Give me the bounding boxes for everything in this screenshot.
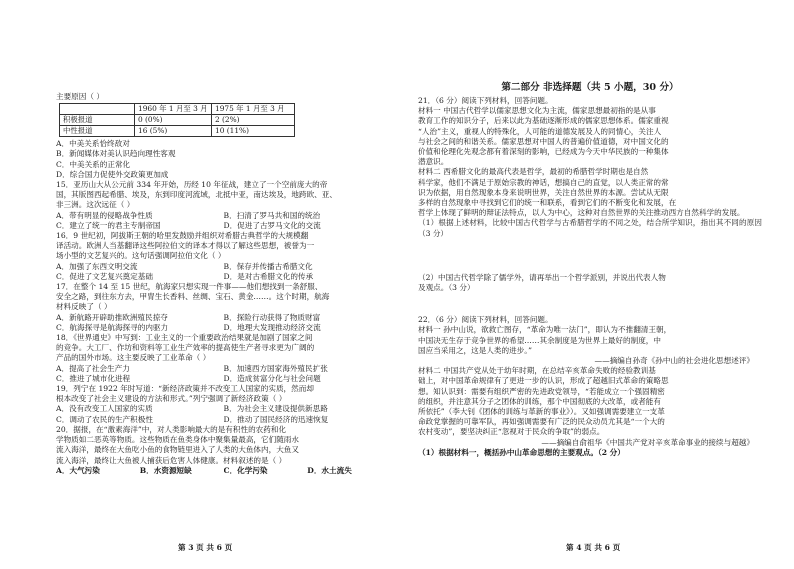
q22-material-line: 材料一 孙中山说，欲救亡图存，“革命为唯一法门”，即认为不推翻清王朝，: [418, 325, 672, 335]
q16-options: [56, 262, 391, 282]
q16-line: 场小型的文艺复兴的。这句话强调阿拉伯文化（ ）: [56, 251, 226, 261]
q22-material-line: 所依托”（李大钊《团体的训练与革新的事业》）。又如强调需要建立一支革: [418, 407, 665, 417]
page-footer-right: 第 4 页 共 6 页: [566, 543, 621, 552]
q15-options: [56, 211, 391, 231]
q22-material-line: 础上，对中国革命规律有了更进一步的认识，形成了超越旧式革命的策略思: [418, 376, 669, 386]
q21-material-line: “人治”主义，重视人的特殊化，人可能的道德发展及人的同情心，关注人: [418, 126, 662, 136]
q16-line: 译活动。欧洲人当基翻译这些阿拉伯文的译本才得以了解这些思想，被誉为一: [56, 241, 315, 251]
option-b: B．为社会主义建设提供新思路: [223, 404, 328, 414]
q21-question-1: （1）根据上述材料，比较中国古代哲学与古希腊哲学的不同之处，结合所学知识，指出其不同的原因（3 分）: [418, 218, 762, 238]
right-page: [418, 0, 762, 458]
q18-line: 产品的国外市场。这主要反映了工业革命（ ）: [56, 353, 211, 363]
q17-line: 安全之路，到往东方去，甲胄生长香料、丝绸、宝石、黄金……。这个时期，航海: [56, 292, 330, 302]
q21-material-line: 与社会之间的和谐关系。儒家思想对中国人的普遍价值道德，对中国文化的: [418, 136, 669, 146]
option-c: C．调动了农民的生产积极性: [56, 414, 153, 424]
q15-line: 国，其版图西起希腊、埃及，东到印度河流域，北抵中亚，南达埃及，地跨欧、亚、: [56, 190, 337, 200]
option-a: A．大气污染: [56, 465, 100, 475]
q18-line: 的竞争。大工厂、作坊和资料等工业生产效率的提高使生产者寻求更为广阔的: [56, 343, 315, 353]
option-b: B．扫清了罗马共和国的统治: [223, 210, 321, 220]
option-b: B．加速西方国家海外殖民扩张: [223, 363, 328, 373]
option-c: C．建立了统一的君主专制帝国: [56, 220, 161, 230]
q14-option-d: D．综合国力促使外交政策更加成: [56, 169, 169, 179]
option-d: D．是对古希腊文化的传承: [223, 271, 314, 281]
option-a: A．新航路开辟助推欧洲殖民掠夺: [56, 312, 168, 322]
option-d: D．地理大发现推动经济交流: [223, 322, 321, 332]
left-page: [56, 0, 391, 476]
option-b: B．保存并传播古希腊文化: [223, 261, 313, 271]
table-cell: 10 (11%): [212, 126, 295, 137]
q19-line: 19．列宁在 1922 年时写道：“新经济政策并不改变工人国家的实质，然而却: [56, 384, 314, 394]
q22-material-line: 想。知认识到：需要有组织严密的先进政党领导，“若能成立一个强固精密: [418, 386, 665, 396]
q21-material-line: 材料一 中国古代哲学以儒家思想文化为主流，儒家思想最初指的是从事: [418, 106, 656, 116]
q14-option-c: C．中美关系的正常化: [56, 159, 131, 169]
q17-line: 17．在整个 14 至 15 世纪，航海家只想实现一件事——他们想找到一条舒服、: [56, 282, 323, 292]
q14-prompt: 主要原因（ ）: [56, 92, 104, 101]
option-c: C．推进了城市化进程: [56, 373, 131, 383]
q15-line: 非三洲。这次远征（ ）: [56, 200, 135, 210]
q22-intro: 22．（6 分）阅读下列材料，回答问题。: [418, 315, 553, 325]
q21-material-line: 多样的自然现象中寻找到它们的统一和联系，看到它们的不断变化和发展，在: [418, 198, 677, 208]
option-a: A．没有改变工人国家的实质: [56, 404, 153, 414]
q22-material-line: 国应当采用之，这是人类的进步。”: [418, 345, 532, 355]
q20-options: [56, 466, 391, 476]
q21-material-line: 识为依据，用自然现象本身来说明世界，关注自然世界的本源。尝试从无限: [418, 187, 669, 197]
q22-material-line: 命政党掌握的可靠军队，再如强调需要有广泛的民众动员尤其是“一个大的: [418, 417, 665, 427]
q21-material-line: 材料二 西希腊文化的最高代表是哲学，最初的希腊哲学时期也是自然: [418, 167, 649, 177]
q21-material-line: 潜意识。: [418, 157, 449, 167]
q17-line: 材料反映了（ ）: [56, 302, 112, 312]
q20-line: 20．据报，在“激素海洋”中，对人类影响最大的是有积性的农药和化: [56, 424, 287, 434]
q21-intro: 21．（6 分）阅读下列材料，回答问题。: [418, 96, 553, 105]
q18-options: [56, 364, 391, 384]
option-d: D．水土流失: [307, 465, 352, 475]
q20-line: 学物质如二恶英等物质。这些物质在鱼类身体中聚集量最高，它们随雨水: [56, 435, 299, 445]
q19-options: [56, 404, 391, 424]
q21-material-line: 哲学上体现了鲜明的辩证法特点，以人为中心，这种对自然世界的关注推动西方自然科学的发展。: [418, 208, 745, 218]
q16-line: 16．9 世纪初，阿拔斯王朝的哈里发鼓励并组织对希腊古典哲学的大规模翻: [56, 231, 309, 241]
table-header-cell: [60, 104, 135, 115]
q20-line: 流入海洋，最终让大鱼被人捕获后危害人体健康。材料叙述的是（ ）: [56, 455, 287, 465]
q20-line: 流入海洋，最终在大鱼吃小鱼的食物链里进入了人类的大鱼体内，大鱼又: [56, 445, 299, 455]
q15-line: 15．亚历山大从公元前 334 年开始，历经 10 年征战，建立了一个空前庞大的帝: [56, 180, 328, 190]
option-c: C．化学污染: [223, 465, 268, 475]
option-d: D．促进了古罗马文化的交流: [223, 220, 321, 230]
table-header-cell: 1975 年 1 月至 3 月: [212, 104, 295, 115]
option-b: B．探险行动获得了物质财富: [223, 312, 321, 322]
q22-material-line: 的组织，并注意其分子之团体的训练，那个中国彻底的大改革，或者能有: [418, 396, 661, 406]
q21-question-2: （2）中国古代哲学除了儒学外，请再举出一个哲学派别，并说出代表人物: [418, 272, 666, 282]
q18-line: 18．《世界通史》中写到：工业主义的一个重要政治结果就是加剧了国家之间: [56, 333, 313, 343]
q21-material-line: 价值和伦理化先观念都有着深刻的影响，已经成为今天中华民族的一种集体: [418, 147, 669, 157]
table-cell: 中性报道: [60, 126, 135, 137]
table-cell: 2 (2%): [212, 115, 295, 126]
q14-option-b: B．新闻媒体对美认识趋向理性客观: [56, 149, 176, 159]
q22-material-line: 材料二 中国共产党从处于幼年时期，在总结辛亥革命失败的经验教训基: [418, 366, 656, 376]
q21-material-line: 科学家，他们不满足于原始宗教的神话，想搞自己的直觉，以人类正常的常: [418, 177, 669, 187]
q21-question-2: 及观点。（3 分）: [418, 283, 475, 293]
option-c: C．促进了文艺复兴奠定基础: [56, 271, 153, 281]
table-cell: 16 (5%): [135, 126, 212, 137]
option-d: D．造成贫富分化与社会问题: [223, 373, 321, 383]
option-b: B．水资源短缺: [139, 465, 192, 475]
table-header-cell: 1960 年 1 月至 3 月: [135, 104, 212, 115]
option-d: D．推动了国民经济的迅速恢复: [223, 414, 329, 424]
page-footer-left: 第 3 页 共 6 页: [178, 543, 233, 552]
option-a: A．带有明显的侵略战争性质: [56, 210, 153, 220]
q19-line: 根本改变了社会主义建设的方法和形式。”列宁强调了新经济政策（ ）: [56, 394, 287, 404]
option-a: A．提高了社会生产力: [56, 363, 130, 373]
table-cell: 积极报道: [60, 115, 135, 126]
table-cell: 0 (0%): [135, 115, 212, 126]
q17-options: [56, 313, 391, 333]
section-title: 第二部分 非选择题（共 5 小题，30 分）: [501, 82, 679, 93]
q22-material-line: 农村变动”，要坚决纠正“忽视对于民众的争取”的弱点。: [418, 427, 605, 437]
report-table: [59, 103, 295, 137]
q22-question-1: （1）根据材料一，概括孙中山革命思想的主要观点。（2 分）: [418, 447, 625, 457]
q22-material-line: 中国决无生存于竞争世界的希望……其余制度是为世界上最好的制度，中: [418, 335, 661, 345]
q22-attribution: ——摘编自俞祖华《中国共产党对辛亥革命事业的接续与超越》: [541, 437, 754, 447]
option-c: C．航海探寻是航海探寻的内驱力: [56, 322, 169, 332]
q21-material-line: 教育工作的知识分子，后来以此为基础逐渐形成的儒家思想体系。儒家重视: [418, 116, 669, 126]
q14-option-a: A．中美关系恰终敌对: [56, 139, 130, 149]
q22-attribution: ——摘编自孙奇《孙中山的社会进化思想述评》: [594, 356, 754, 366]
option-a: A．加强了东西文明交流: [56, 261, 138, 271]
